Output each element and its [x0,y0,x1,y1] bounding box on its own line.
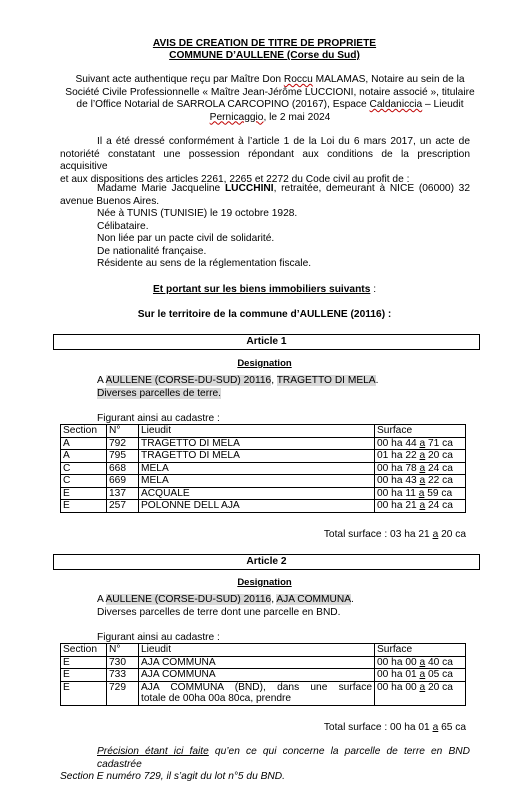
header-lieudit: Lieudit [139,425,375,438]
beneficiary-details [60,208,470,271]
loc-prefix: A [97,375,104,386]
intro-line3c: – Lieudit [425,99,464,110]
surface-unit: a [419,437,426,449]
surface-unit: a [419,450,426,461]
cell-num: 257 [107,500,139,513]
cell-lieudit: TRAGETTO DI MELA [139,450,375,463]
loc-end: . [351,594,354,605]
article-1-total [324,529,466,540]
article-1-description: Diverses parcelles de terre. [97,387,221,399]
loc-sep: , [271,594,275,605]
surface-unit: a [419,669,426,680]
table-row [61,437,466,450]
detail-status: Célibataire. [97,220,149,232]
cell-num: 730 [107,656,139,669]
cell-surface [375,475,466,488]
surface-unit: a [419,656,426,668]
loc-end: . [375,375,379,386]
beneficiary-intro: Madame Marie Jacqueline [97,183,221,194]
table-header-row [61,425,466,438]
header-surface: Surface [375,644,466,657]
cell-surface [375,656,466,669]
territoire-heading: Sur le territoire de la commune d’AULLENE (20116) : [137,309,392,320]
header-num: N° [107,425,139,438]
surface-unit: a [419,681,426,693]
cell-section: E [61,500,107,513]
intro-pernicaggio: Pernicaggio [209,111,264,123]
cell-surface [375,462,466,475]
para2-line1: Il a été dressé conformément à l’article 1 de la Loi du 6 mars 2017, un acte de [97,136,470,147]
header-section: Section [61,425,107,438]
article-2-total [324,722,466,733]
intro-name-roccu: Roccu [283,74,313,85]
beneficiary-block [60,183,470,271]
table-row [61,475,466,488]
cell-lieudit: MELA [139,475,375,488]
cell-section: E [61,487,107,500]
cell-num: 668 [107,462,139,475]
total-unit: a [432,722,439,733]
cell-num: 137 [107,487,139,500]
table-row [61,656,466,669]
article-1-title: Article 1 [53,334,480,350]
cell-lieudit: TRAGETTO DI MELA [139,437,375,450]
surface-part: 00 ha 00 [377,656,417,668]
header-num: N° [107,644,139,657]
beneficiary-line1 [60,183,470,196]
loc-commune: AULLENE (CORSE-DU-SUD) 20116 [105,594,272,605]
cell-section: E [61,681,107,705]
header-section: Section [61,644,107,657]
surface-part: 00 ha 11 [377,487,416,499]
lieudit-line2: totale de 00ha 00a 80ca, prendre [141,693,292,704]
detail-nationality: De nationalité française. [97,245,207,257]
surface-unit: a [419,475,426,486]
cell-num: 795 [107,450,139,463]
detail-residence: Résidente au sens de la réglementation fiscale. [97,258,312,269]
surface-part: 00 ha 44 [377,437,417,449]
footnote-text: qu’en ce qui concerne la parcelle de terre en BND cadastrée [97,746,470,770]
table-row [61,487,466,500]
total-ca: 65 ca [441,722,466,733]
surface-part: 00 ha 01 [377,669,417,680]
surface-ca: 59 ca [427,487,453,499]
detail-birth: Née à TUNIS (TUNISIE) le 19 octobre 1928. [97,208,298,219]
para2-line2: notoriété constatant une possession répondant aux conditions de la prescription acquisitive [60,148,470,172]
footnote-line2: Section E numéro 729, il s’agit du lot n°5 du BND. [60,771,285,782]
loc-lieudit: AJA COMMUNA [276,594,352,605]
article-2-designation: Designation [237,577,292,588]
loc-sep: , [271,375,275,386]
surface-unit: a [419,500,426,511]
biens-heading-text: Et portant sur les biens immobiliers suivants [152,284,371,295]
cell-surface [375,437,466,450]
notoriety-paragraph [60,136,470,186]
table-row [61,500,466,513]
cell-num: 792 [107,437,139,450]
surface-unit: a [419,462,426,474]
cell-surface [375,450,466,463]
cell-section: C [61,462,107,475]
cell-section: A [61,437,107,450]
surface-ca: 40 ca [428,656,453,668]
biens-heading-colon: : [370,284,377,295]
table-row [61,450,466,463]
surface-ca: 05 ca [428,669,453,680]
article-2-cadastre-table [60,643,466,706]
article-2-location [97,594,354,619]
table-row [61,669,466,682]
article-1-location [97,375,378,400]
header-lieudit: Lieudit [139,644,375,657]
total-unit: a [432,529,439,540]
article-2-description: Diverses parcelles de terre dont une parcelle en BND. [97,606,341,618]
table-row [61,681,466,705]
article-1-designation: Designation [237,358,292,369]
cell-section: A [61,450,107,463]
surface-part: 00 ha 43 [377,475,417,486]
surface-ca: 20 ca [428,450,453,461]
surface-ca: 20 ca [428,681,453,693]
cell-surface [375,487,466,500]
surface-ca: 71 ca [428,437,453,449]
intro-caldaniccia: Caldaniccia [369,99,423,110]
cell-surface [375,669,466,682]
document-subtitle: COMMUNE D’AULLENE (Corse du Sud) [169,50,360,61]
intro-paragraph [55,74,485,124]
table-header-row [61,644,466,657]
biens-heading [0,284,529,295]
cell-surface [375,500,466,513]
intro-line2: Société Civile Professionnelle « Maître Jean-Jérôme LUCCIONI, notaire associé », titulaire [65,86,475,98]
cell-num: 729 [107,681,139,705]
detail-pacs: Non liée par un pacte civil de solidarité. [97,233,275,244]
article-2-title: Article 2 [53,554,480,570]
beneficiary-address: , retraitée, demeurant à NICE (06000) 32 [273,183,470,194]
total-text: Total surface : 03 ha 21 [323,529,430,540]
total-ca: 20 ca [441,529,466,540]
intro-text-b: MALAMAS, Notaire au sein de la [315,74,465,85]
cell-num: 669 [107,475,139,488]
cell-num: 733 [107,669,139,682]
loc-lieudit: TRAGETTO DI MELA [276,375,376,386]
cell-lieudit: MELA [139,462,375,475]
surface-part: 00 ha 21 [377,500,417,511]
table-row [61,462,466,475]
cell-lieudit: AJA COMMUNA [139,656,375,669]
article-1-cadastre-table [60,424,466,513]
beneficiary-surname: LUCCHINI [224,183,274,194]
article-2-cadastre-label: Figurant ainsi au cadastre : [97,632,220,643]
footnote [60,746,470,784]
cell-lieudit: AJA COMMUNA [139,669,375,682]
cell-lieudit [139,681,375,705]
surface-part: 00 ha 00 [377,681,417,693]
lieudit-line1: AJA COMMUNA (BND), dans une surface [141,681,372,693]
intro-date: , le 2 mai 2024 [263,111,331,123]
cell-section: C [61,475,107,488]
header-surface: Surface [375,425,466,438]
surface-ca: 24 ca [428,500,453,511]
loc-prefix: A [97,594,104,605]
para2-line3: et aux dispositions des articles 2261, 2265 et 2272 du Code civil au profit de : [60,173,410,185]
surface-ca: 24 ca [428,462,453,474]
surface-part: 01 ha 22 [377,450,417,461]
cell-lieudit: ACQUALE [139,487,375,500]
total-text: Total surface : 00 ha 01 [323,722,430,733]
surface-unit: a [418,487,425,499]
surface-ca: 22 ca [428,475,453,486]
cell-section: E [61,656,107,669]
document-title: AVIS DE CREATION DE TITRE DE PROPRIETE [152,38,377,49]
loc-commune: AULLENE (CORSE-DU-SUD) 20116 [105,375,272,386]
cell-lieudit: POLONNE DELL AJA [139,500,375,513]
cell-surface [375,681,466,705]
intro-line3a: de l’Office Notarial de SARROLA CARCOPINO (20167), Espace [76,99,367,110]
surface-part: 00 ha 78 [377,462,417,474]
footnote-underlined: Précision étant ici faite [97,746,209,757]
intro-text: Suivant acte authentique reçu par Maître Don [75,74,282,85]
beneficiary-line2: avenue Buenos Aires. [60,195,160,207]
cell-section: E [61,669,107,682]
article-1-cadastre-label: Figurant ainsi au cadastre : [97,413,220,424]
